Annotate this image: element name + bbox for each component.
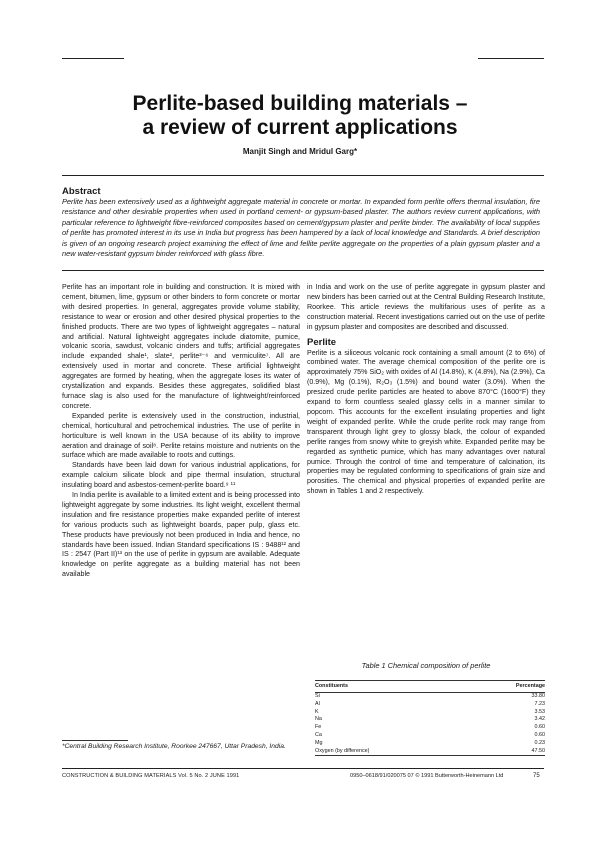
table-cell: 33.80 — [531, 693, 545, 699]
table-row — [315, 740, 545, 748]
top-rule — [62, 58, 124, 59]
paragraph: in India and work on the use of perlite aggregate in gypsum plaster and new binders has been carried out at the Central Building Research Institute, Roorkee. This article reviews the multifarious uses of perlite as a construction material. Recent investigations carried out on the use of perlite in gypsum plaster and composites are described and discussed. — [307, 283, 545, 331]
footer-rule — [62, 768, 544, 769]
table-caption: Table 1 Chemical composition of perlite — [361, 661, 491, 670]
table-cell: 0.60 — [534, 731, 545, 738]
abstract — [62, 186, 540, 259]
table-row — [315, 701, 545, 709]
paragraph: Standards have been laid down for various industrial applications, for example calcium silicate block and pipe thermal insulation, structural insulating board and asbestos-cement-perlite board.⁹ ¹¹ — [62, 461, 300, 490]
table-row — [315, 724, 545, 732]
page-number: 75 — [533, 773, 540, 779]
copyright-line: 0950–0618/91/020075 07 © 1991 Butterworth-Heinemann Ltd — [350, 773, 504, 779]
journal-citation: CONSTRUCTION & BUILDING MATERIALS Vol. 5 No. 2 JUNE 1991 — [62, 773, 240, 779]
table-row — [315, 709, 545, 717]
table-cell: Fe — [315, 724, 322, 731]
abstract-top-rule — [62, 175, 544, 176]
table-cell: Al — [315, 700, 320, 707]
table-cell: 0.23 — [534, 739, 545, 746]
footnote: *Central Building Research Institute, Roorkee 247667, Uttar Pradesh, India. — [62, 743, 286, 750]
table-row — [315, 732, 545, 740]
footnote-rule — [62, 740, 128, 741]
title-line-1: Perlite-based building materials – — [132, 92, 468, 115]
table-cell: 0.60 — [534, 724, 545, 731]
paragraph: Perlite has an important role in building and construction. It is mixed with cement, bitumen, lime, gypsum or other binders to form concrete or mortar with desired properties. In general, aggregates provide volume stability, resistance to wear or erosion and other desired physical properties to the finished products. There are two types of lightweight aggregates – natural and artificial. Natural lightweight aggregates include diatomite, pumice, volcanic scoria, sawdust, volcanic cinders and tuffs; artificial aggregates include expanded shale¹, slate², perlite³⁻⁶ and vermiculite⁷. All are extensively used in mortar and concrete. These artificial lightweight aggregates are formed by heating, when the aggregate loses its water of crystallization and expands. Besides these aggregates, solidified blast furnace slag is also used for the manufacture of lightweight/reinforced concrete. — [62, 283, 300, 410]
composition-table — [315, 680, 545, 756]
table-header-row — [315, 681, 545, 693]
section-heading-perlite: Perlite — [307, 336, 337, 348]
table-row — [315, 716, 545, 724]
article-title — [0, 92, 600, 140]
title-line-2: a review of current applications — [142, 116, 458, 139]
table-cell: Na — [315, 716, 322, 723]
left-column — [62, 283, 300, 580]
table-cell: 3.53 — [534, 708, 545, 715]
right-column — [307, 283, 545, 497]
paragraph: Perlite is a siliceous volcanic rock containing a small amount (2 to 6%) of combined water. The average chemical composition of the perlite ore is approximately 75% SiO₂ with oxides of Al (14.8%), K (4.8%), Na (2.9%), Ca (0.9%), Mg (0.1%), R₂O₃ (1.5%) and bound water (3.0%). When the presized crude perlite particles are heated to above 870°C (1600°F) they expand to form countless sealed glassy cells in a manner similar to popcorn. This accounts for the excellent insulating properties and light weight of expanded perlite. While the crude perlite rock may range from transparent through light grey to glossy black, the colour of expanded perlite ranges from snowy white to greyish white. Expanded perlite may be regarded as synthetic pumice, which has many advantages over natural pumice. Through the control of time and temperature of calcination, its properties may be regulated conforming to specifications of grain size and porosities. The chemical and physical properties of expanded perlite are shown in Tables 1 and 2 respectively. — [307, 348, 545, 496]
table-cell: Ca — [315, 731, 322, 738]
table-cell: 47.50 — [465, 748, 545, 756]
table-cell: K — [315, 708, 319, 715]
authors: Manjit Singh and Mridul Garg* — [242, 147, 358, 156]
table-cell: 7.23 — [534, 700, 545, 707]
table-cell: 3.42 — [534, 716, 545, 723]
table-row — [315, 693, 545, 701]
top-rule-right — [478, 58, 544, 59]
table-row — [315, 748, 545, 756]
column-header-constituents: Constituents — [315, 681, 465, 693]
table-cell: Mg — [315, 739, 323, 746]
abstract-bottom-rule — [62, 270, 544, 271]
paragraph: Expanded perlite is extensively used in the construction, industrial, chemical, horticultural and petrochemical industries. The use of perlite in horticulture is well known in the USA because of its ability to improve aeration and drainage of soil⁸. Perlite retains moisture and nutrients on the surface which are made available to roots and cuttings. — [62, 411, 300, 460]
table-cell: Si — [315, 693, 320, 699]
paragraph: In India perlite is available to a limited extent and is being processed into lightweight aggregate by some industries. Its light weight, excellent thermal insulation and fire resistance properties make expanded perlite of interest for various products such as lightweight boards, paper pulp, glass etc. These products have previously not been produced in India and hence, no standards have been issued. Indian Standard specifications IS : 9488¹² and IS : 2547 (Part II)¹³ on the use of perlite in gypsum are available. Adequate knowledge on perlite aggregate as a building material has not been available — [62, 491, 300, 579]
abstract-heading: Abstract — [62, 186, 101, 197]
column-header-percentage: Percentage — [465, 681, 545, 693]
table-cell: Oxygen (by difference) — [315, 748, 465, 756]
abstract-text: Perlite has been extensively used as a lightweight aggregate material in concrete or mortar. In expanded form perlite offers thermal insulation, fire resistance and other desirable properties when used in portland cement- or gypsum-based plaster. The authors review current applications, with particular reference to lightweight fibre-reinforced composites based on cement/gypsum plaster and perlite binder. The availability of local supplies of perlite has promoted interest in its use in India but progress has been hampered by a lack of local knowledge and Standards. A brief description is given of an ongoing research project examining the effect of lime and fellite perlite aggregate on the properties of a plain gypsum plaster and a new water-resistant gypsum binder reinforced with glass fibre. — [62, 197, 540, 259]
